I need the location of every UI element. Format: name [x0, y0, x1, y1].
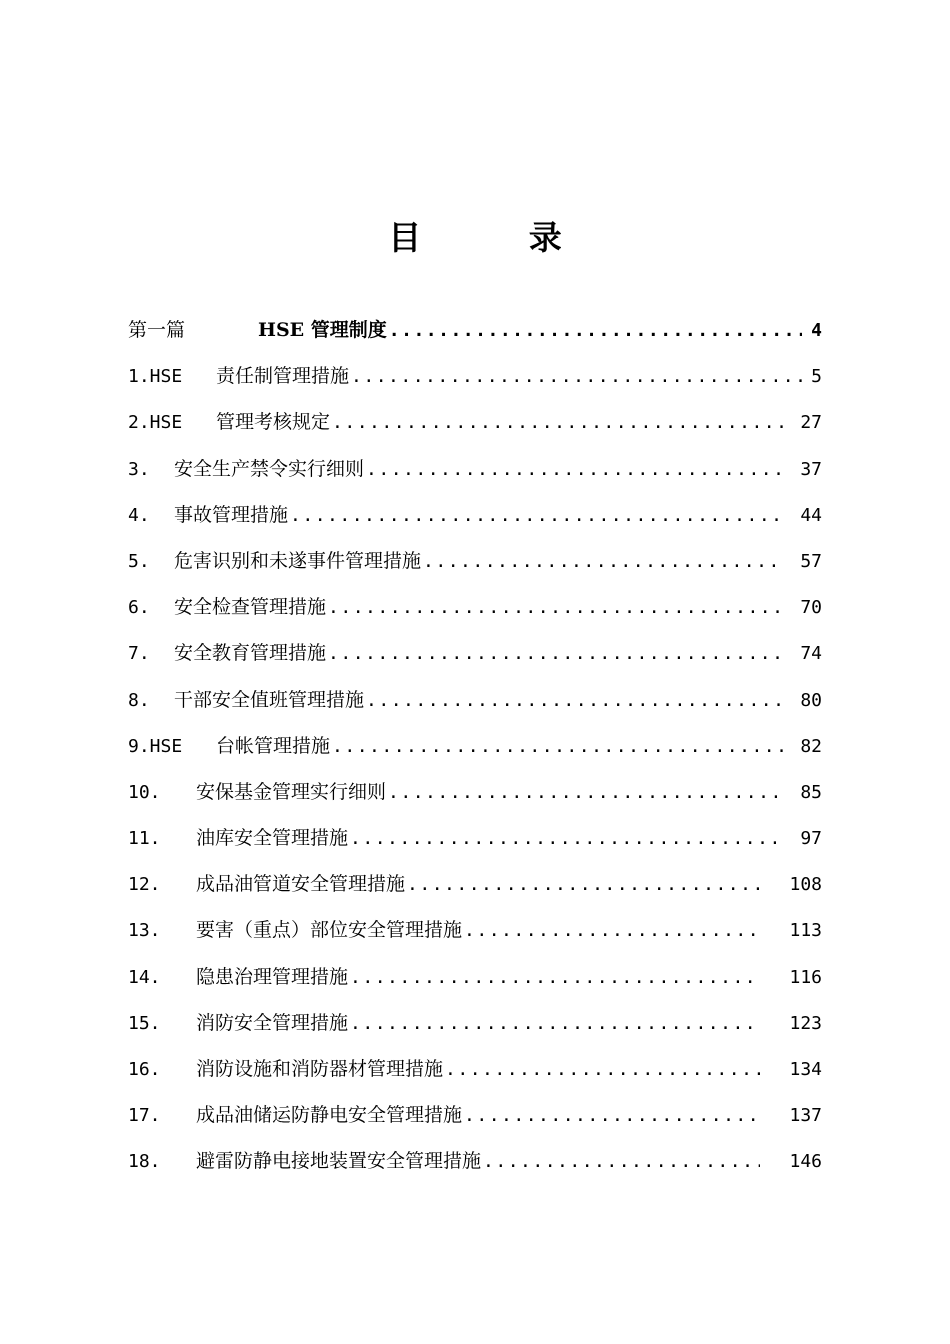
toc-entry-page: 27	[800, 412, 822, 434]
toc-entry[interactable]	[128, 677, 822, 723]
toc-dot-leader	[348, 1001, 760, 1047]
toc-entry-number: 17.	[128, 1105, 161, 1127]
toc-dot-leader	[386, 770, 784, 816]
toc-entry-title: 安全教育管理措施	[174, 642, 327, 665]
toc-entry-title: 危害识别和未遂事件管理措施	[174, 549, 422, 572]
toc-dot-leader	[326, 585, 784, 631]
toc-entry-page: 80	[800, 689, 822, 711]
toc-entry[interactable]	[128, 1138, 822, 1184]
toc-dot-leader	[349, 354, 802, 400]
toc-entry-page: 146	[789, 1151, 822, 1173]
toc-dot-leader	[364, 447, 784, 493]
toc-entry-number: 8.	[128, 689, 150, 711]
toc-entry-number: 15.	[128, 1012, 161, 1034]
toc-entry[interactable]	[128, 446, 822, 492]
toc-entry[interactable]	[128, 723, 822, 769]
toc-entry-page: 37	[800, 458, 822, 480]
toc-entry-page: 57	[800, 550, 822, 572]
toc-entry-title: 台帐管理措施	[216, 734, 331, 757]
table-of-contents	[128, 307, 822, 1185]
toc-dot-leader	[405, 862, 760, 908]
toc-entry-number: 4.	[128, 504, 150, 526]
toc-entry-title: 避雷防静电接地装置安全管理措施	[196, 1150, 482, 1173]
page-title: 目 录	[388, 218, 610, 257]
toc-entry-number: 3.	[128, 458, 150, 480]
toc-entry-title: 安全检查管理措施	[174, 596, 327, 619]
toc-entry-title: 成品油储运防静电安全管理措施	[196, 1104, 463, 1127]
toc-entry-number: 9.HSE	[128, 735, 183, 757]
toc-entry-page: 134	[789, 1059, 822, 1080]
toc-entry-number: 13.	[128, 920, 161, 942]
toc-entry[interactable]	[128, 307, 822, 353]
toc-dot-leader	[443, 1047, 760, 1093]
toc-dot-leader	[348, 816, 784, 862]
toc-entry-title: 责任制管理措施	[216, 365, 350, 388]
toc-entry[interactable]	[128, 399, 822, 445]
toc-entry-page: 97	[800, 828, 822, 850]
toc-entry-number: 1.HSE	[128, 366, 183, 388]
toc-entry-number: 11.	[128, 828, 161, 850]
toc-entry-page: 116	[789, 966, 822, 988]
toc-entry[interactable]	[128, 538, 822, 584]
toc-dot-leader	[387, 308, 802, 354]
toc-dot-leader	[330, 724, 784, 770]
toc-entry-title: 消防安全管理措施	[196, 1011, 349, 1034]
toc-dot-leader	[326, 631, 784, 677]
toc-entry-number: 6.	[128, 597, 150, 619]
toc-entry-number: 16.	[128, 1059, 161, 1080]
toc-entry[interactable]	[128, 815, 822, 861]
toc-dot-leader	[288, 493, 784, 539]
toc-entry-page: 137	[789, 1105, 822, 1127]
toc-dot-leader	[421, 539, 784, 585]
toc-dot-leader	[462, 908, 760, 954]
toc-entry-number: 14.	[128, 966, 161, 988]
toc-entry-page: 4	[811, 320, 822, 341]
toc-dot-leader	[330, 400, 784, 446]
toc-entry-title: 隐患治理管理措施	[196, 965, 349, 988]
toc-entry-page: 74	[800, 643, 822, 665]
toc-entry[interactable]	[128, 630, 822, 676]
toc-entry-title: 消防设施和消防器材管理措施	[196, 1058, 444, 1080]
toc-entry-number: 7.	[128, 643, 150, 665]
toc-dot-leader	[462, 1093, 760, 1139]
toc-entry-title: 管理考核规定	[216, 411, 331, 434]
toc-entry-number: 18.	[128, 1151, 161, 1173]
toc-entry-page: 113	[789, 920, 822, 942]
toc-entry-title: 干部安全值班管理措施	[174, 688, 365, 711]
toc-entry-page: 85	[800, 781, 822, 803]
toc-entry-page: 5	[811, 366, 822, 388]
toc-entry-title: 要害（重点）部位安全管理措施	[196, 919, 463, 942]
toc-entry[interactable]	[128, 769, 822, 815]
toc-entry-page: 44	[800, 504, 822, 526]
toc-entry-number: 第一篇	[128, 319, 186, 341]
toc-entry-title: 事故管理措施	[174, 503, 289, 526]
toc-entry[interactable]	[128, 1046, 822, 1092]
toc-entry[interactable]	[128, 861, 822, 907]
toc-dot-leader	[481, 1139, 760, 1185]
toc-entry-title: 安保基金管理实行细则	[196, 780, 387, 803]
toc-entry-page: 70	[800, 597, 822, 619]
toc-entry-title: 油库安全管理措施	[196, 827, 349, 850]
toc-entry-number: 2.HSE	[128, 412, 183, 434]
toc-entry[interactable]	[128, 1092, 822, 1138]
toc-entry-page: 123	[789, 1012, 822, 1034]
toc-entry[interactable]	[128, 584, 822, 630]
toc-entry-page: 82	[800, 735, 822, 757]
toc-dot-leader	[348, 955, 760, 1001]
toc-entry-title: 成品油管道安全管理措施	[196, 873, 406, 896]
toc-entry-number: 5.	[128, 550, 150, 572]
toc-entry[interactable]	[128, 1000, 822, 1046]
toc-entry-title: HSE 管理制度	[258, 319, 387, 341]
toc-entry[interactable]	[128, 353, 822, 399]
toc-entry-number: 12.	[128, 874, 161, 896]
toc-entry[interactable]	[128, 954, 822, 1000]
toc-entry-number: 10.	[128, 781, 161, 803]
toc-entry[interactable]	[128, 492, 822, 538]
toc-entry[interactable]	[128, 907, 822, 953]
toc-dot-leader	[364, 678, 784, 724]
toc-entry-page: 108	[789, 874, 822, 896]
toc-entry-title: 安全生产禁令实行细则	[174, 457, 365, 480]
